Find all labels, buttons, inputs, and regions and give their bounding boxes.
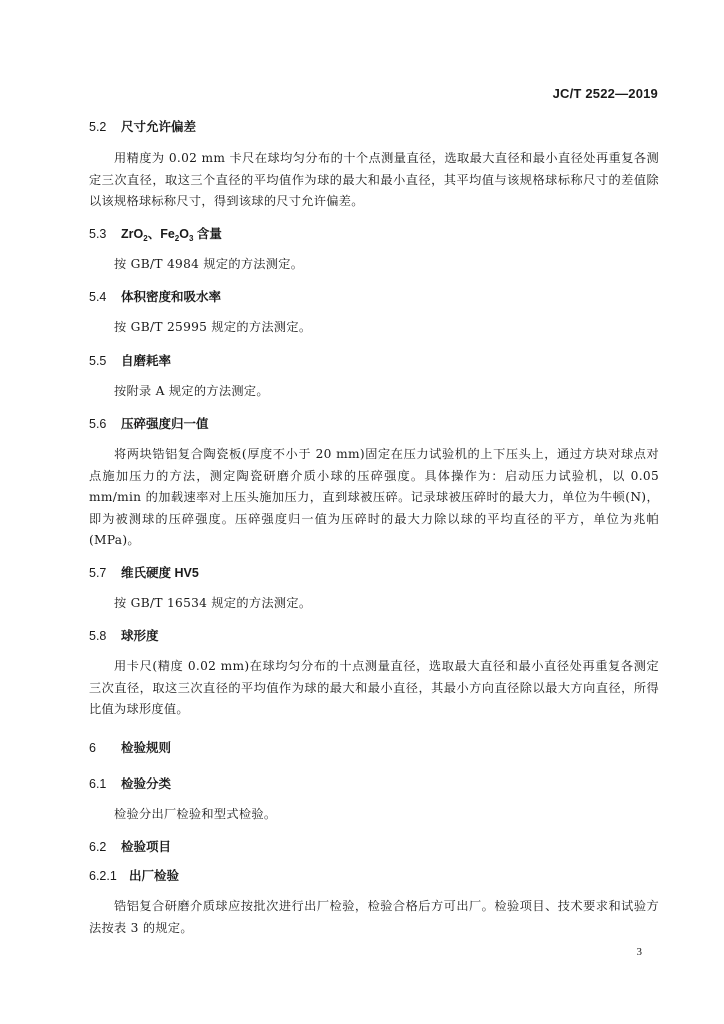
- section-number: 5.2: [89, 120, 107, 134]
- section-heading-6-1: [89, 775, 659, 793]
- section-title: 维氏硬度 HV5: [121, 565, 199, 580]
- section-heading-6: [89, 739, 659, 757]
- section-heading-5-4: [89, 288, 659, 306]
- section-body-6-2-1: 锆铝复合研磨介质球应按批次进行出厂检验，检验合格后方可出厂。检验项目、技术要求和试验方法按表 3 的规定。: [89, 899, 659, 935]
- section-title: 压碎强度归一值: [121, 417, 209, 431]
- section-body-5-2: 用精度为 0.02 mm 卡尺在球均匀分布的十个点测量直径，选取最大直径和最小直径处再重复各测定三次直径，取这三个直径的平均值作为球的最大和最小直径，其平均值与该规格球标称尺寸的差值除以该规格球标称尺寸，得到该球的尺寸允许偏差。: [89, 151, 659, 208]
- section-body-5-4: 按 GB/T 25995 规定的方法测定。: [114, 320, 312, 334]
- section-body-5-8: 用卡尺(精度 0.02 mm)在球均匀分布的十点测量直径，选取最大直径和最小直径处再重复各测定三次直径，取这三次直径的平均值作为球的最大和最小直径，其最小方向直径除以最大方向直径，所得比值为球形度值。: [89, 659, 659, 716]
- section-body-5-5: 按附录 A 规定的方法测定。: [114, 383, 269, 398]
- section-number: 6.1: [89, 776, 107, 791]
- section-body-6-1: 检验分出厂检验和型式检验。: [114, 806, 277, 821]
- section-number: 5.7: [89, 565, 107, 580]
- section-number: 5.6: [89, 417, 107, 431]
- section-heading-5-2: [89, 118, 659, 136]
- section-number: 5.5: [89, 353, 107, 368]
- section-heading-5-6: [89, 415, 659, 433]
- section-title: 尺寸允许偏差: [121, 120, 197, 134]
- section-title: 出厂检验: [129, 869, 180, 883]
- section-heading-6-2: [89, 838, 659, 856]
- section-heading-5-3: [89, 225, 659, 243]
- section-number: 6.2: [89, 840, 107, 854]
- section-number: 6.2.1: [89, 869, 117, 883]
- section-heading-6-2-1: [89, 867, 659, 885]
- standard-number: JC/T 2522—2019: [552, 86, 658, 101]
- section-title: 检验规则: [121, 740, 172, 755]
- section-title: 检验分类: [121, 776, 172, 791]
- section-body-5-3: 按 GB/T 4984 规定的方法测定。: [114, 256, 304, 271]
- section-body-5-6: 将两块锆铝复合陶瓷板(厚度不小于 20 mm)固定在压力试验机的上下压头上，通过方块对球点对点施加压力的方法，测定陶瓷研磨介质小球的压碎强度。具体操作为：启动压力试验机，以 0.05 mm/min 的加载速率对上压头施加压力，直到球被压碎。记录球被压碎时的最大力，单位为牛顿(N)，即为被测球的压碎强度。压碎强度归一值为压碎时的最大力除以球的平均直径的平方，单位为兆帕(MPa)。: [89, 447, 659, 547]
- section-number: 5.8: [89, 629, 107, 643]
- section-number: 5.4: [89, 290, 107, 304]
- section-heading-5-7: [89, 564, 659, 582]
- section-title: 球形度: [121, 629, 159, 643]
- section-body-5-7: 按 GB/T 16534 规定的方法测定。: [114, 595, 312, 610]
- section-title: 体积密度和吸水率: [121, 290, 222, 304]
- section-number: 5.3: [89, 226, 107, 241]
- page-number: 3: [636, 946, 642, 958]
- section-title: 自磨耗率: [121, 353, 172, 368]
- document-body: [89, 118, 659, 939]
- section-heading-5-5: [89, 352, 659, 370]
- section-number: 6: [89, 740, 96, 755]
- section-heading-5-8: [89, 627, 659, 645]
- section-title: ZrO$_2$、$Fe_2O_3$ 含量: [121, 226, 222, 243]
- section-title: 检验项目: [121, 840, 172, 854]
